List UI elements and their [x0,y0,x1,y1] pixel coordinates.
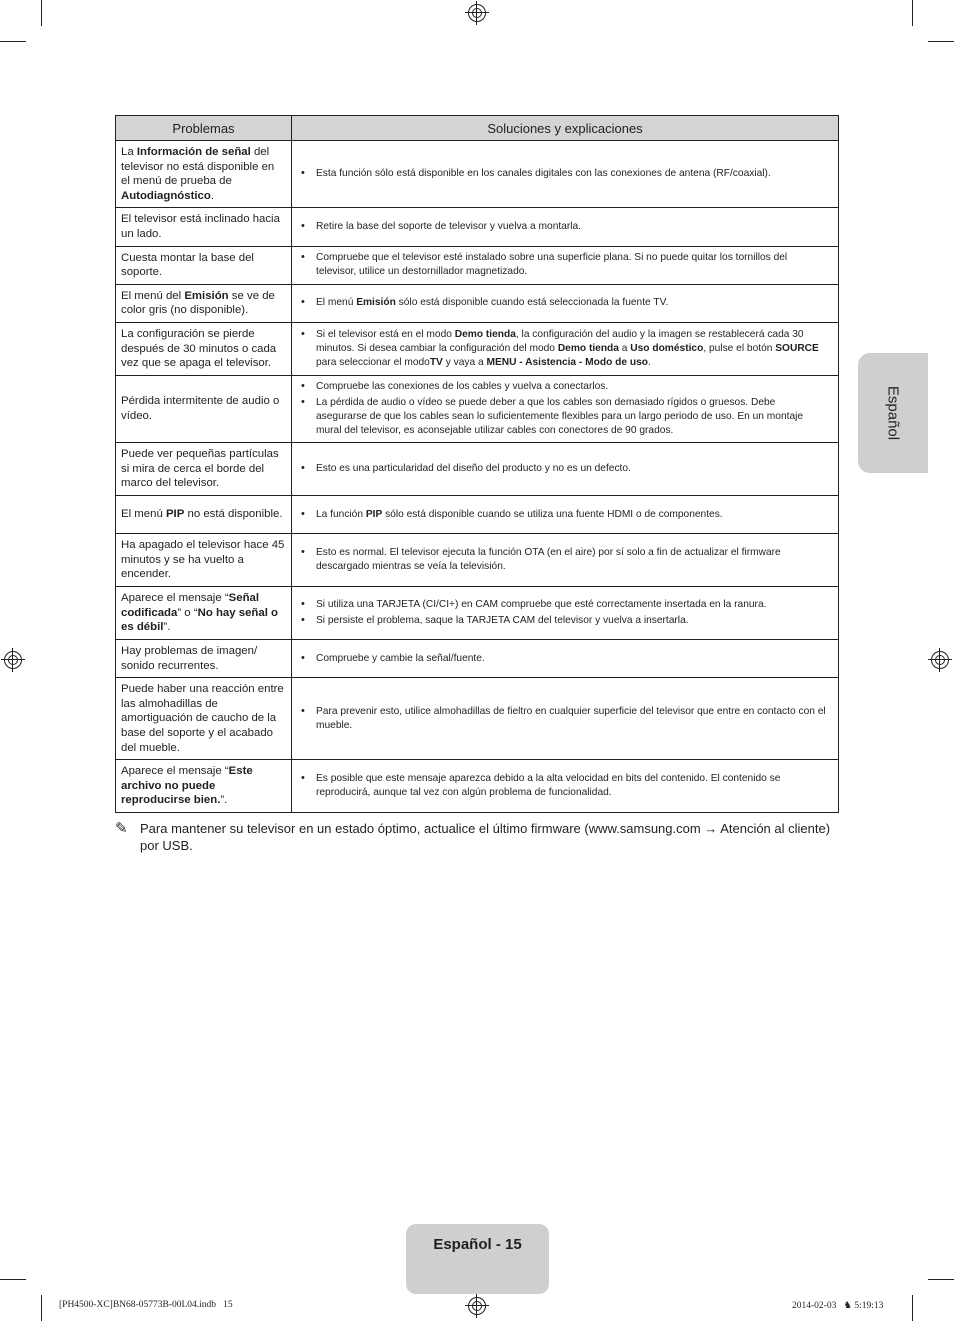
solution-item [300,772,826,800]
problem-cell [116,495,292,533]
table-row [116,586,839,639]
table-row [116,284,839,322]
solution-item [300,598,826,612]
text-run: y vaya a [442,356,487,368]
footer-file: [PH4500-XC]BN68-05773B-00L04.indb 15 [59,1300,233,1310]
text-run: Aparece el mensaje “ [121,592,229,605]
solution-item [300,614,826,628]
problem-cell [116,284,292,322]
bold-text: Demo tienda [557,343,619,355]
bold-text: MENU - Asistencia - Modo de uso [486,356,648,368]
text-run: ”. [163,621,171,634]
text-run: La [121,146,137,158]
table-row [116,442,839,495]
text-run: ”. [220,794,228,807]
text-run: no está disponible. [184,508,283,521]
table-header-row [116,116,839,141]
text-run: . [647,356,651,368]
bold-text: Señal codificada [121,592,260,619]
text-run: Compruebe las conexiones de los cables y vuelva a conectarlos. [316,381,609,393]
solution-item [300,652,826,666]
bold-text: PIP [365,508,383,520]
text-run: El menú [316,297,357,309]
table-row [116,760,839,813]
side-tab-label: Español [884,385,902,441]
text-run: del televisor no está disponible en el menú de prueba de [121,146,275,188]
text-run: a [618,343,631,355]
solution-cell [292,586,839,639]
registration-mark-icon [468,1297,486,1315]
text-run: , pulse el botón [703,343,776,355]
problem-cell [116,208,292,246]
solution-list [300,167,826,181]
table-row [116,678,839,760]
note-text: Para mantener su televisor en un estado óptimo, actualice el último firmware (www.samsung.com → Atención al cliente) por USB. [140,821,831,853]
bold-text: Este archivo no puede reproducirse bien. [121,765,253,807]
table-body [116,141,839,813]
problem-cell [116,678,292,760]
solution-list [300,462,826,476]
problem-cell [116,586,292,639]
registration-mark-icon [468,4,486,22]
problem-cell [116,322,292,375]
text-run: Esto es una particularidad del diseño del producto y no es un defecto. [316,463,631,475]
problem-cell [116,141,292,208]
text-run: Retire la base del soporte de televisor y vuelva a montarla. [316,221,582,233]
text-run: sólo está disponible cuando está seleccionada la fuente TV. [395,297,669,309]
text-run: La función [316,508,366,520]
problem-cell [116,442,292,495]
solution-cell [292,533,839,586]
bold-text: No hay señal o es débil [121,606,279,634]
crop-mark [912,0,913,26]
solution-cell [292,208,839,246]
solution-cell [292,639,839,677]
solution-item [300,296,826,310]
solution-item [300,167,826,181]
table-row [116,322,839,375]
bold-text: Información de señal [136,146,251,158]
table-row [116,141,839,208]
solution-list [300,546,826,574]
solution-item [300,380,826,394]
problem-cell [116,246,292,284]
bold-text: TV [429,356,443,368]
text-run: . [210,189,215,202]
solution-cell [292,495,839,533]
solution-cell [292,375,839,442]
text-run: Cuesta montar la base del soporte. [121,251,254,279]
troubleshooting-table [115,115,839,813]
bold-text: Autodiagnóstico [121,189,211,202]
solution-item [300,328,826,369]
crop-mark [0,1279,26,1280]
solution-item [300,251,826,279]
problem-cell [116,760,292,813]
bold-text: Emisión [356,297,396,309]
text-run: Es posible que este mensaje aparezca debido a la alta velocidad en bits del contenido. El contenido se reproducirá, aunque tal vez con algún problema de funcionalidad. [316,773,781,799]
solution-cell [292,246,839,284]
solution-list [300,598,826,628]
registration-mark-icon [931,651,949,669]
solution-list [300,652,826,666]
solution-list [300,220,826,234]
text-run: La pérdida de audio o vídeo se puede deber a que los cables son demasiado rígidos o gruesos. Debe asegurarse de que los cables sean lo suficientemente flexibles para un largo periodo de uso. En un montaje mural del televisor, es aconsejable utilizar cables con conectores de 90 grados. [316,397,804,436]
text-run: Aparece el mensaje “ [121,765,229,778]
text-run: Compruebe que el televisor esté instalado sobre una superficie plana. Si no puede quitar los tornillos del televisor, utilice un destornillador magnetizado. [316,252,788,278]
text-run: Compruebe y cambie la señal/fuente. [316,652,485,664]
text-run: Si utiliza una TARJETA (CI/CI+) en CAM compruebe que esté correctamente insertada en la ranura. [316,599,767,611]
solution-cell [292,284,839,322]
text-run: Pérdida intermitente de audio o vídeo. [121,395,280,422]
solution-item [300,546,826,574]
problem-cell [116,375,292,442]
text-run: para seleccionar el modo [316,356,430,368]
solution-list [300,328,826,369]
problem-cell [116,639,292,677]
text-run: El menú del [121,289,185,302]
crop-mark [928,1279,954,1280]
solution-list [300,251,826,279]
problem-cell [116,533,292,586]
text-run: Hay problemas de imagen/ sonido recurrentes. [121,644,258,672]
firmware-note [115,820,839,854]
text-run: Esto es normal. El televisor ejecuta la función OTA (en el aire) por sí solo a fin de actualizar el firmware descargado mientras se veía la televisión. [316,547,781,572]
registration-mark-icon [4,651,22,669]
page-number-tab [406,1224,549,1294]
solution-list [300,705,826,733]
text-run: Ha apagado el televisor hace 45 minutos y se ha vuelto a encender. [121,539,285,581]
bold-text: Emisión [184,289,229,302]
solution-item [300,705,826,733]
crop-mark [928,41,954,42]
table-row [116,208,839,246]
text-run: ” o “ [177,606,198,619]
solution-cell [292,322,839,375]
table-row [116,375,839,442]
crop-mark [0,41,26,42]
text-run: se ve de color gris (no disponible). [121,289,275,317]
text-run: Puede ver pequeñas partículas si mira de cerca el borde del marco del televisor. [121,448,279,490]
text-run: La configuración se pierde después de 30 minutos o cada vez que se apaga el televisor. [121,328,277,370]
table-row [116,246,839,284]
solution-item [300,396,826,437]
pencil-note-icon: ✎ [115,820,128,837]
solution-cell [292,678,839,760]
column-header-problems: Problemas [116,116,292,141]
solution-list [300,772,826,800]
page-label: Español - 15 [433,1236,522,1253]
solution-list [300,380,826,437]
bold-text: Uso doméstico [630,343,704,355]
table-row [116,639,839,677]
solution-item [300,508,826,522]
table-row [116,533,839,586]
crop-mark [41,1295,42,1321]
solution-item [300,462,826,476]
solution-item [300,220,826,234]
solution-cell [292,760,839,813]
bold-text: SOURCE [775,343,819,355]
solution-cell [292,442,839,495]
text-run: El televisor está inclinado hacia un lado. [121,213,280,240]
text-run: Para prevenir esto, utilice almohadillas de fieltro en cualquier superficie del televisor que entre en contacto con el mueble. [316,705,826,731]
crop-mark [41,0,42,26]
bold-text: Demo tienda [454,329,516,341]
text-run: Esta función sólo está disponible en los canales digitales con las conexiones de antena (RF/coaxial). [316,168,771,180]
table-row [116,495,839,533]
column-header-solutions: Soluciones y explicaciones [292,116,839,141]
text-run: Puede haber una reacción entre las almohadillas de amortiguación de caucho de la base del soporte y el acabado del mueble. [121,683,284,754]
language-side-tab [858,353,928,473]
text-run: Si el televisor está en el modo [316,329,455,341]
footer-timestamp: 2014-02-03 ♞ 5:19:13 [792,1301,884,1311]
crop-mark [912,1295,913,1321]
text-run: sólo está disponible cuando se utiliza una fuente HDMI o de componentes. [382,508,723,520]
bold-text: PIP [165,508,185,521]
solution-list [300,296,826,310]
text-run: El menú [121,508,166,521]
solution-list [300,508,826,522]
solution-cell [292,141,839,208]
text-run: Si persiste el problema, saque la TARJETA CAM del televisor y vuelva a insertarla. [316,614,689,626]
text-run: , la configuración del audio y la imagen se restablecerá cada 30 minutos. Si desea cambiar la configuración del modo [316,329,804,355]
